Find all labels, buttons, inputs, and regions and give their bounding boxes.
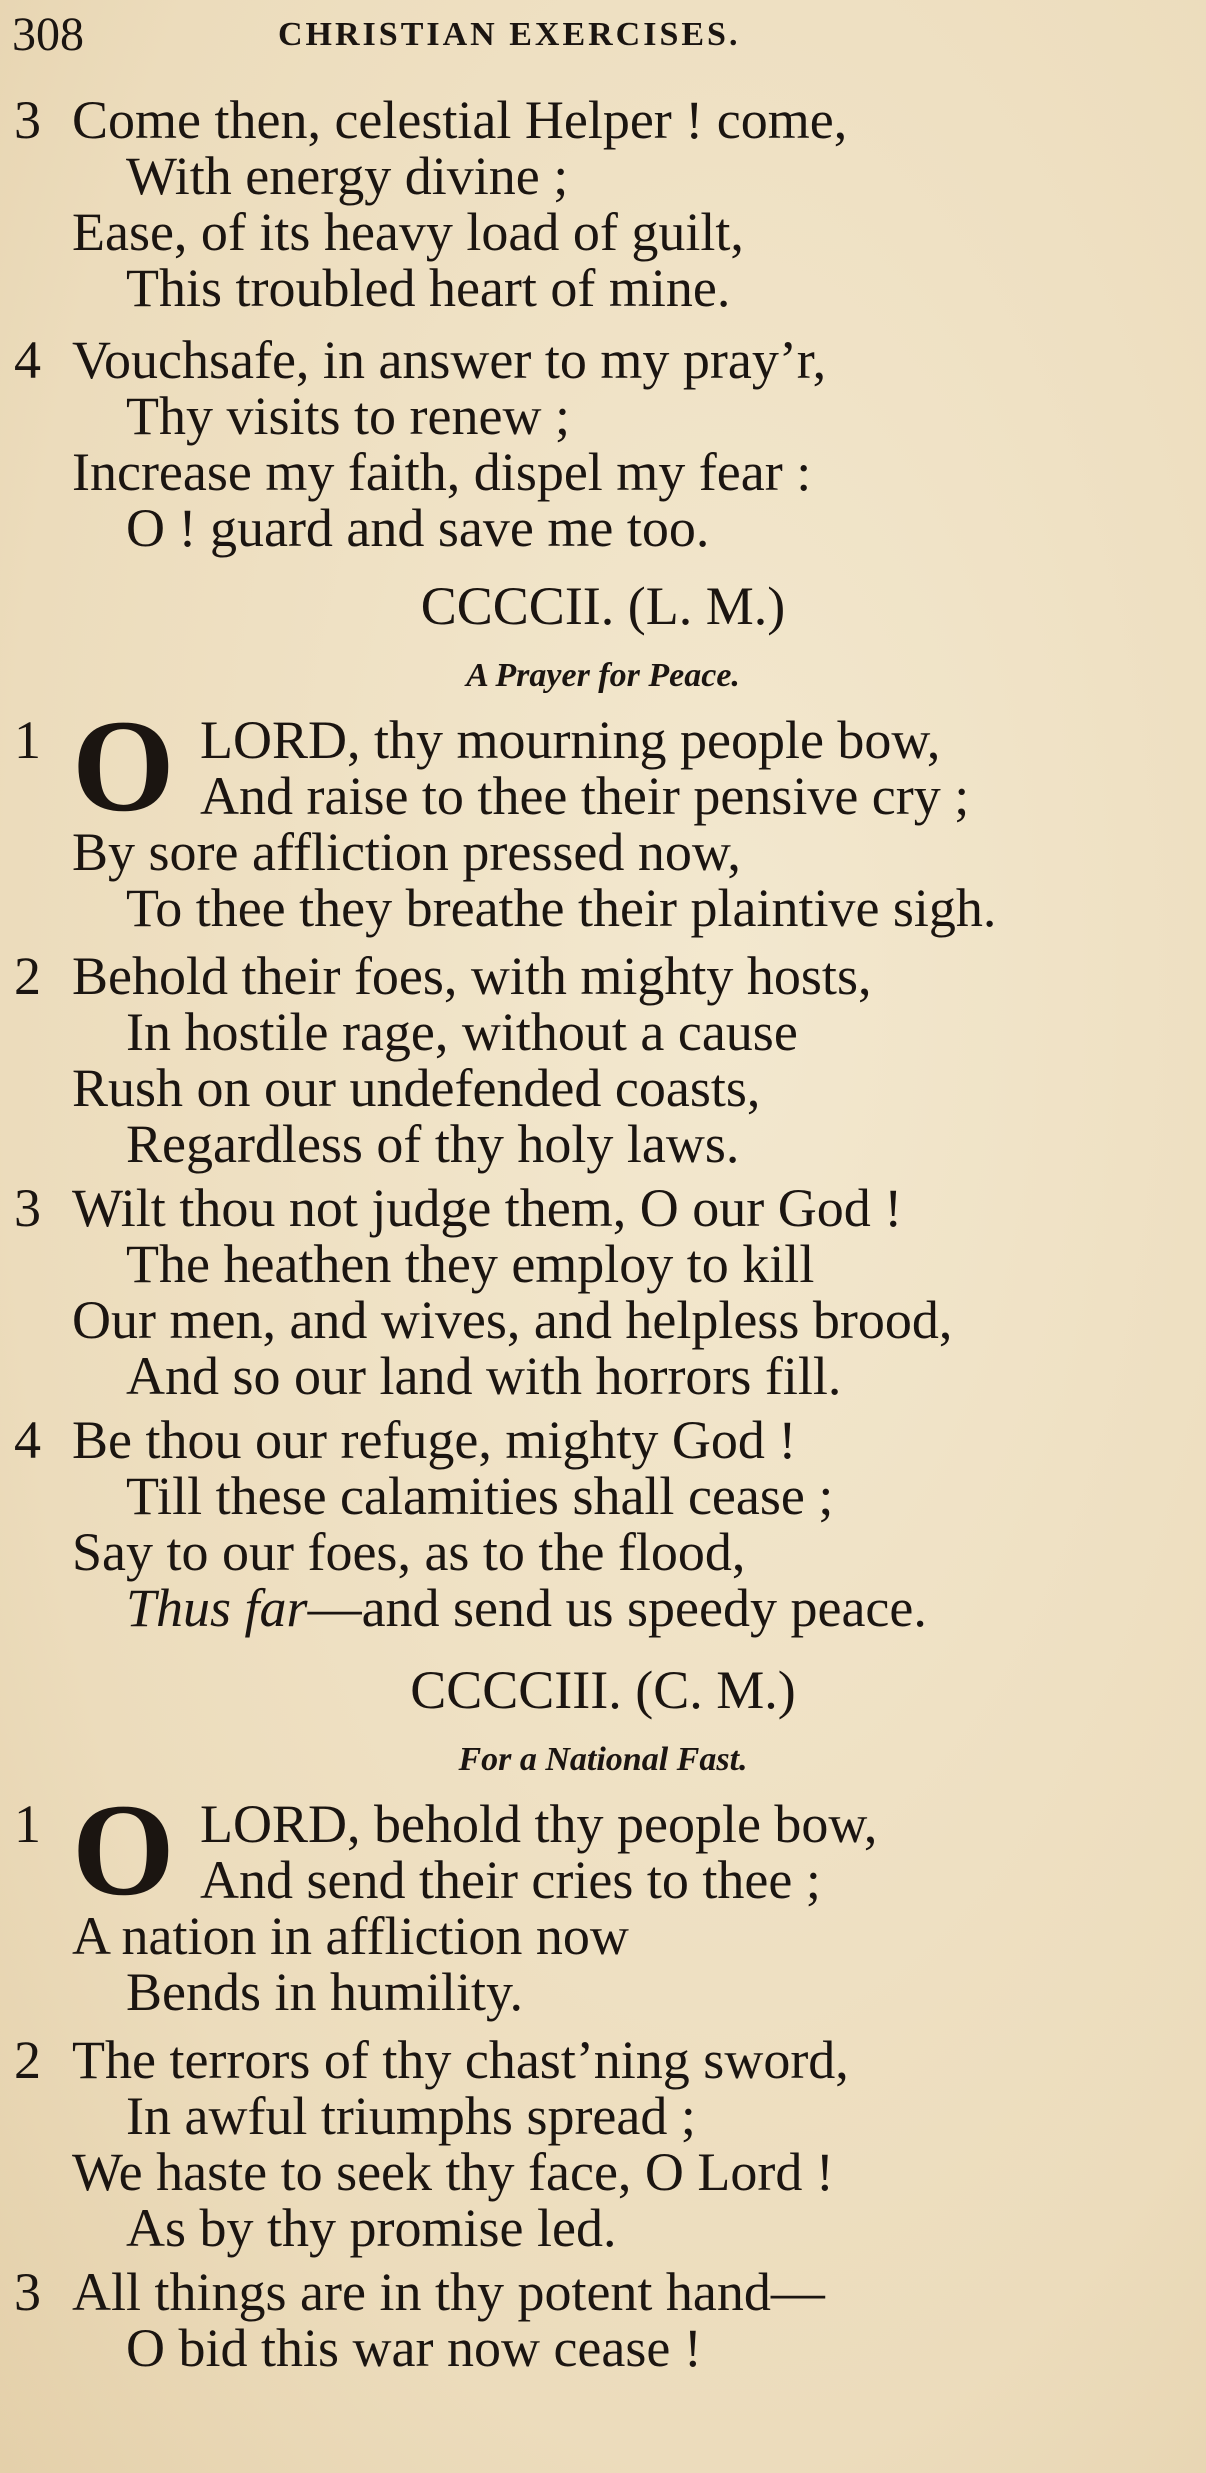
verse-line: With energy divine ; — [126, 146, 569, 206]
verse-line: LORD, behold thy people bow, — [200, 1794, 878, 1854]
verse-line: Behold their foes, with mighty hosts, — [72, 946, 872, 1006]
verse-line: And send their cries to thee ; — [200, 1850, 821, 1910]
stanza-number: 3 — [14, 2262, 41, 2322]
stanza-number: 3 — [14, 90, 41, 150]
stanza-number: 2 — [14, 946, 41, 1006]
verse-line: To thee they breathe their plaintive sigh. — [126, 878, 997, 938]
verse-line: As by thy promise led. — [126, 2198, 617, 2258]
verse-line: We haste to seek thy face, O Lord ! — [72, 2142, 834, 2202]
running-head: CHRISTIAN EXERCISES. — [278, 16, 741, 53]
verse-line: Our men, and wives, and helpless brood, — [72, 1290, 953, 1350]
verse-line: The heathen they employ to kill — [126, 1234, 815, 1294]
verse-line: Increase my faith, dispel my fear : — [72, 442, 812, 502]
verse-line: Thy visits to renew ; — [126, 386, 570, 446]
stanza-number: 1 — [14, 1794, 41, 1854]
verse-line: Wilt thou not judge them, O our God ! — [72, 1178, 903, 1238]
verse-line: And raise to thee their pensive cry ; — [200, 766, 970, 826]
stanza-number: 2 — [14, 2030, 41, 2090]
stanza-number: 4 — [14, 1410, 41, 1470]
verse-line: By sore affliction pressed now, — [72, 822, 741, 882]
verse-line: The terrors of thy chast’ning sword, — [72, 2030, 849, 2090]
verse-line-final — [126, 1580, 927, 1636]
hymn-403-subtitle: For a National Fast. — [458, 1741, 748, 1778]
verse-line: Say to our foes, as to the flood, — [72, 1522, 746, 1582]
italic-phrase: Thus far — [126, 1578, 308, 1638]
verse-line: All things are in thy potent hand— — [72, 2262, 825, 2322]
verse-line: In awful triumphs spread ; — [126, 2086, 696, 2146]
verse-line: Till these calamities shall cease ; — [126, 1466, 834, 1526]
verse-line: Bends in humility. — [126, 1962, 524, 2022]
verse-line: Rush on our undefended coasts, — [72, 1058, 761, 1118]
verse-line: Be thou our refuge, mighty God ! — [72, 1410, 797, 1470]
stanza-number: 4 — [14, 330, 41, 390]
verse-line: Ease, of its heavy load of guilt, — [72, 202, 744, 262]
drop-cap: O — [72, 1776, 175, 1923]
verse-line: And so our land with horrors fill. — [126, 1346, 842, 1406]
verse-line: O ! guard and save me too. — [126, 498, 710, 558]
drop-cap: O — [72, 692, 175, 839]
hymn-402-subtitle: A Prayer for Peace. — [466, 657, 740, 694]
verse-line: Regardless of thy holy laws. — [126, 1114, 740, 1174]
verse-line: In hostile rage, without a cause — [126, 1002, 798, 1062]
verse-line: Come then, celestial Helper ! come, — [72, 90, 848, 150]
hymn-403-title: CCCCIII. (C. M.) — [410, 1660, 796, 1720]
verse-line: A nation in affliction now — [72, 1906, 629, 1966]
page-number: 308 — [12, 8, 84, 61]
verse-line: This troubled heart of mine. — [126, 258, 731, 318]
verse-line: Vouchsafe, in answer to my pray’r, — [72, 330, 827, 390]
stanza-number: 3 — [14, 1178, 41, 1238]
verse-line: O bid this war now cease ! — [126, 2318, 702, 2378]
stanza-number: 1 — [14, 710, 41, 770]
verse-line-rest: —and send us speedy peace. — [307, 1578, 927, 1638]
page-header — [12, 8, 1192, 62]
hymn-402-title: CCCCII. (L. M.) — [420, 576, 786, 636]
verse-line: LORD, thy mourning people bow, — [200, 710, 941, 770]
